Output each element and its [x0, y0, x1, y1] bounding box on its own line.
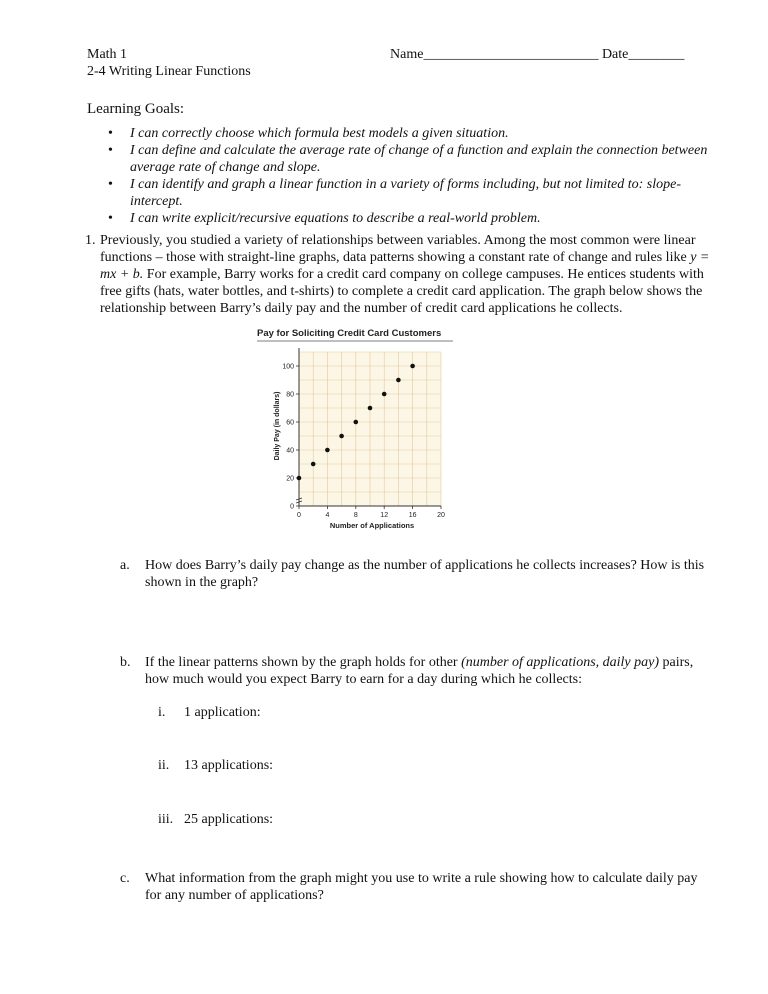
part-b-text-after: pairs, how much would you expect Barry to earn for a day during which he collects:: [145, 655, 694, 687]
name-blank[interactable]: _________________________: [423, 47, 599, 62]
date-label: Date: [601, 47, 629, 62]
part-b-label: b.: [120, 655, 131, 670]
date-blank[interactable]: ________: [628, 47, 685, 62]
data-point: [382, 392, 387, 397]
y-tick-label: 0: [290, 503, 294, 511]
part-b-text-italic: (number of applications, daily pay): [461, 655, 660, 670]
part-b-text-before: If the linear patterns shown by the graph holds for other: [145, 655, 458, 670]
list-item: • I can correctly choose which formula best models a given situation.: [108, 126, 509, 141]
data-point: [396, 378, 401, 383]
list-item: • I can identify and graph a linear function in a variety of forms including, but not limited to: slope-intercept.: [108, 177, 681, 209]
item-label: ii.: [158, 758, 170, 773]
part-b-item-iii: [158, 811, 274, 828]
y-tick-label: 20: [286, 475, 294, 483]
data-point: [368, 406, 373, 411]
course-title: Math 1: [87, 47, 128, 62]
part-a-text: How does Barry’s daily pay change as the number of applications he collects increases? How is this shown in the graph?: [145, 558, 705, 590]
bullet-icon: •: [108, 143, 113, 158]
part-b: [120, 654, 720, 688]
y-tick-label: 100: [282, 363, 294, 371]
part-c-text: What information from the graph might you use to write a rule showing how to calculate daily pay for any number of applications?: [145, 871, 698, 903]
part-a-label: a.: [120, 558, 130, 573]
y-tick-label: 80: [286, 391, 294, 399]
part-b-item-i: [158, 704, 261, 721]
x-axis-label: Number of Applications: [329, 521, 415, 530]
chart-title: Pay for Soliciting Credit Card Customers: [257, 328, 442, 339]
question-1: [85, 232, 720, 317]
x-tick-label: 20: [437, 512, 445, 519]
pay-chart: [255, 322, 470, 532]
chart-grid: [299, 352, 441, 506]
question-text-part1: Previously, you studied a variety of relationships between variables. Among the most common were linear functions – those with straight-line graphs, data patterns showing a constant rate of change and rules like: [100, 233, 696, 265]
part-c-label: c.: [120, 871, 130, 886]
lesson-title: 2-4 Writing Linear Functions: [87, 64, 251, 79]
bullet-icon: •: [108, 126, 113, 141]
data-point: [354, 420, 359, 425]
question-number: 1.: [85, 233, 96, 248]
list-item: • I can write explicit/recursive equations to describe a real-world problem.: [108, 211, 541, 226]
item-label: iii.: [158, 812, 174, 827]
learning-goals-list: [104, 125, 724, 227]
part-c: [120, 870, 705, 904]
item-text: 1 application:: [184, 705, 261, 720]
name-date-line[interactable]: [390, 46, 684, 63]
item-label: i.: [158, 705, 166, 720]
y-tick-label: 60: [286, 419, 294, 427]
bullet-icon: •: [108, 177, 113, 192]
part-a: [120, 557, 705, 591]
y-tick-label: 40: [286, 447, 294, 455]
list-item: • I can define and calculate the average rate of change of a function and explain the connection between average rate of change and slope.: [108, 143, 708, 175]
x-tick-label: 12: [380, 512, 389, 519]
question-text-part2: For example, Barry works for a credit card company on college campuses. He entices students with free gifts (hats, water bottles, and t-shirts) to complete a credit card application. The graph below shows the relationship between Barry’s daily pay and the number of credit card applications he collects.: [100, 267, 704, 316]
y-axis-label: Daily Pay (in dollars): [274, 391, 281, 461]
item-text: 13 applications:: [184, 758, 274, 773]
linear-formula: y = mx + b.: [100, 250, 710, 282]
data-point: [297, 476, 302, 481]
learning-goals-heading: Learning Goals:: [87, 101, 185, 117]
bullet-icon: •: [108, 211, 113, 226]
item-text: 25 applications:: [184, 812, 274, 827]
data-point: [410, 364, 415, 369]
data-point: [325, 448, 330, 453]
x-tick-label: 8: [353, 512, 358, 519]
data-point: [339, 434, 344, 439]
x-tick-label: 4: [325, 512, 330, 519]
part-b-item-ii: [158, 757, 274, 774]
x-tick-label: 0: [297, 512, 301, 519]
name-label: Name: [390, 47, 424, 62]
data-point: [311, 462, 316, 467]
x-tick-label: 16: [408, 512, 417, 519]
